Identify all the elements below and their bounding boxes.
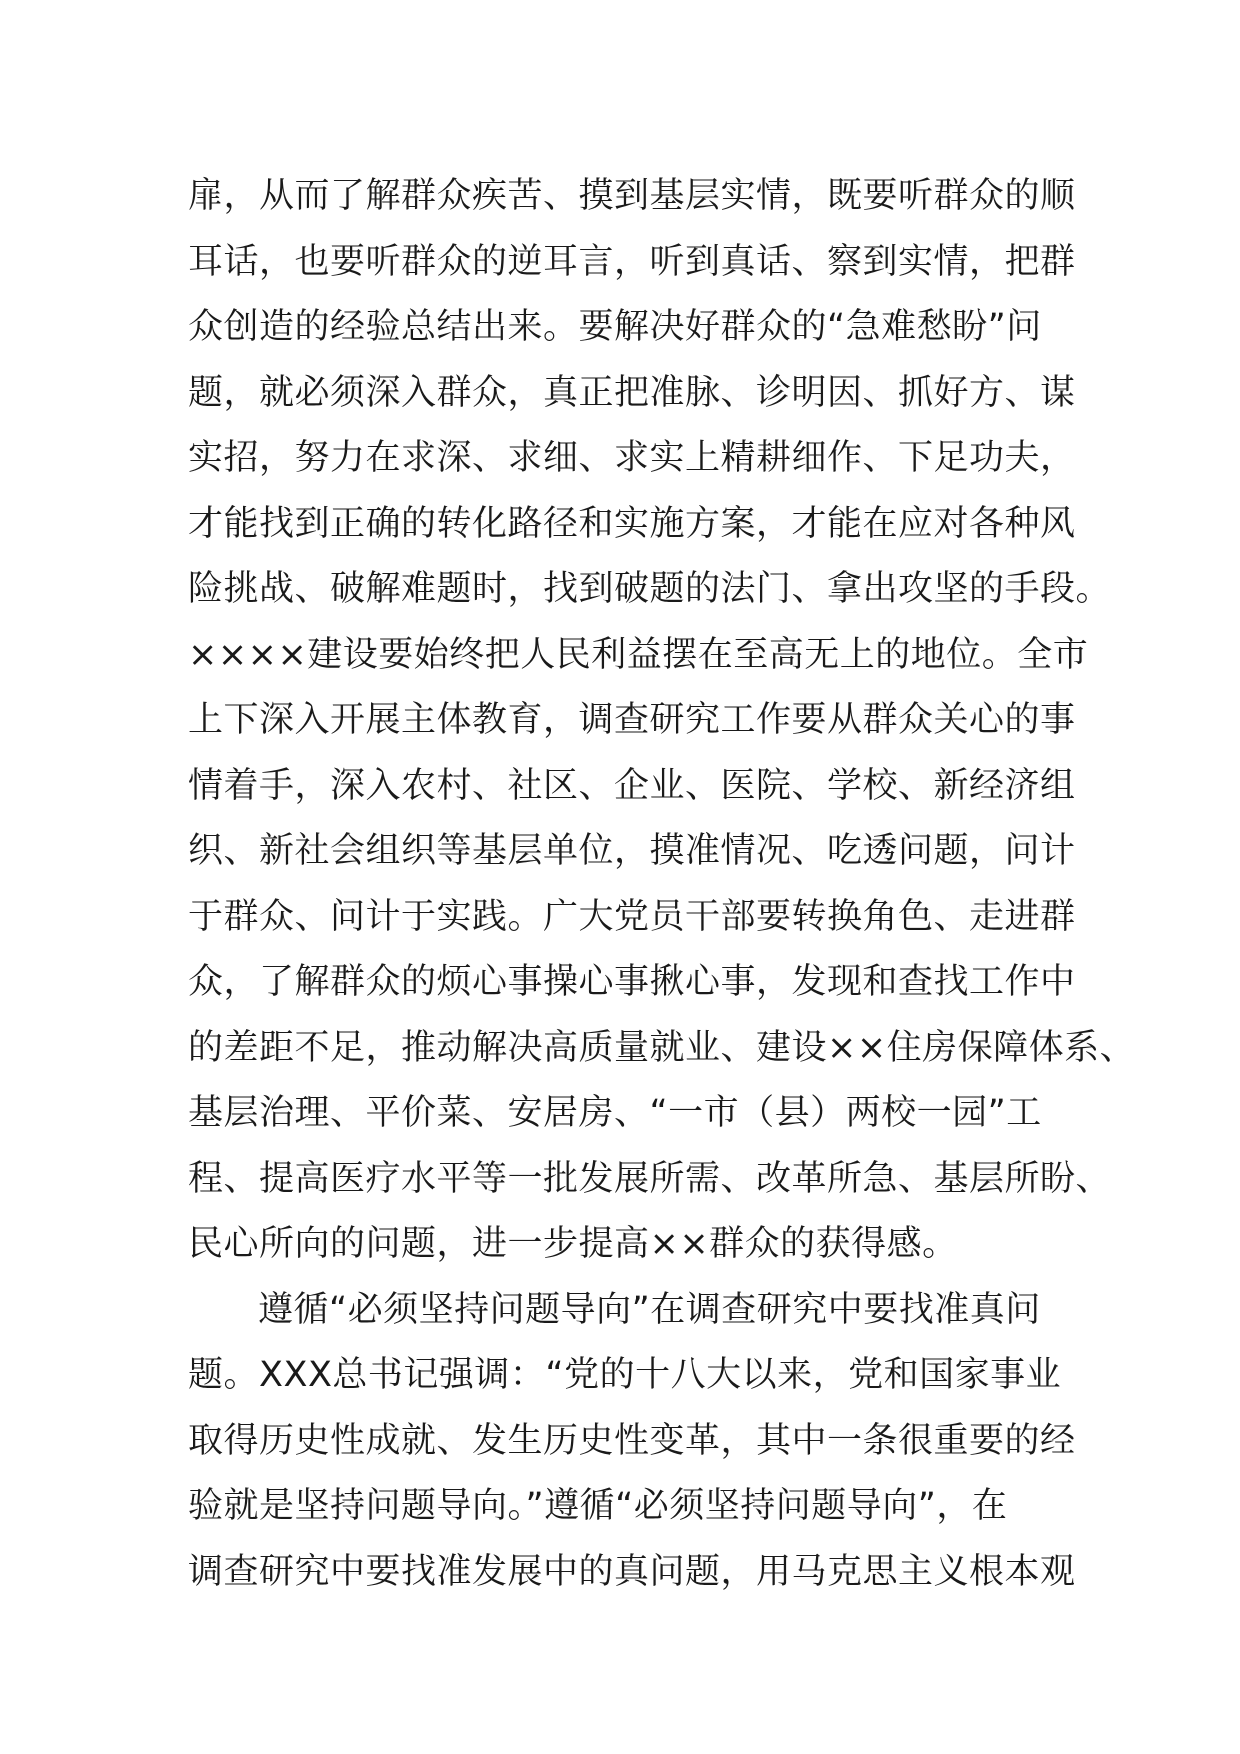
text-line: 险挑战、破解难题时，找到破题的法门、拿出攻坚的手段。 bbox=[188, 569, 1112, 609]
text-line: 题。XXX总书记强调：“党的十八大以来，党和国家事业 bbox=[188, 1355, 1062, 1395]
text-line: 扉，从而了解群众疾苦、摸到基层实情，既要听群众的顺 bbox=[188, 176, 1076, 216]
text-line: 众创造的经验总结出来。要解决好群众的“急难愁盼”问 bbox=[188, 307, 1042, 347]
text-line: 民心所向的问题，进一步提高××群众的获得感。 bbox=[188, 1224, 958, 1264]
text-line: 耳话，也要听群众的逆耳言，听到真话、察到实情，把群 bbox=[188, 241, 1076, 282]
paragraph-first-line: 遵循“必须坚持问题导向”在调查研究中要找准真问 bbox=[258, 1289, 1041, 1330]
text-line: 于群众、问计于实践。广大党员干部要转换角色、走进群 bbox=[188, 896, 1076, 937]
text-line: 情着手，深入农村、社区、企业、医院、学校、新经济组 bbox=[188, 765, 1076, 806]
text-line: 才能找到正确的转化路径和实施方案，才能在应对各种风 bbox=[188, 503, 1076, 544]
text-line: 题，就必须深入群众，真正把准脉、诊明因、抓好方、谋 bbox=[188, 372, 1076, 413]
text-line: ××××建设要始终把人民利益摆在至高无上的地位。全市 bbox=[188, 634, 1089, 675]
text-line: 的差距不足，推动解决高质量就业、建设××住房保障体系、 bbox=[188, 1027, 1136, 1068]
body-text bbox=[188, 164, 1136, 1605]
text-line: 基层治理、平价菜、安居房、“一市（县）两校一园”工 bbox=[188, 1093, 1042, 1133]
text-line: 程、提高医疗水平等一批发展所需、改革所急、基层所盼、 bbox=[188, 1158, 1112, 1199]
text-line: 众，了解群众的烦心事操心事揪心事，发现和查找工作中 bbox=[188, 962, 1076, 1002]
text-line: 取得历史性成就、发生历史性变革，其中一条很重要的经 bbox=[188, 1420, 1076, 1461]
text-line: 验就是坚持问题导向。”遵循“必须坚持问题导向”，在 bbox=[188, 1486, 1008, 1526]
text-line: 织、新社会组织等基层单位，摸准情况、吃透问题，问计 bbox=[188, 831, 1076, 871]
text-line: 调查研究中要找准发展中的真问题，用马克思主义根本观 bbox=[188, 1551, 1076, 1592]
text-line: 上下深入开展主体教育，调查研究工作要从群众关心的事 bbox=[188, 700, 1076, 740]
text-line: 实招，努力在求深、求细、求实上精耕细作、下足功夫， bbox=[188, 438, 1076, 478]
